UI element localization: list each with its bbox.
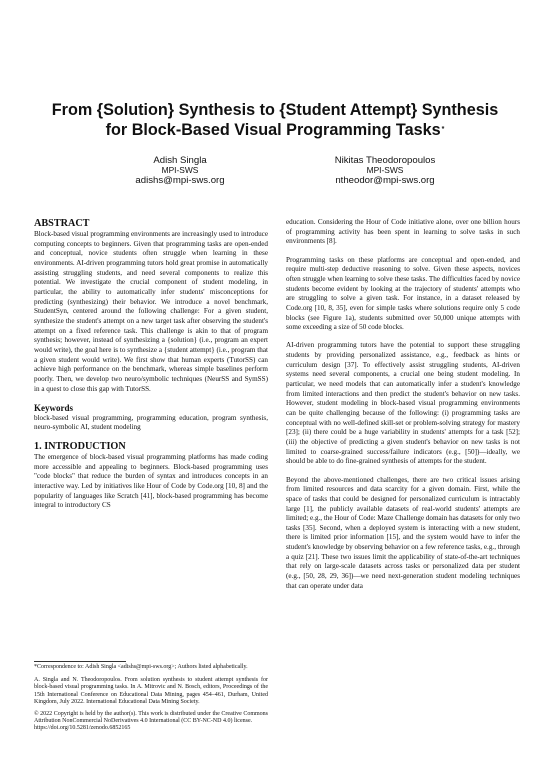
- correspondence-note: *Correspondence to: Adish Singla <adishs@mpi-sws.org>; Authors listed alphabetically.: [34, 664, 248, 670]
- author-block-1: [85, 155, 275, 186]
- footnote-rule: [34, 661, 126, 662]
- author-affiliation: MPI-SWS: [366, 165, 404, 175]
- left-column: [34, 218, 268, 511]
- license-note: © 2022 Copyright is held by the author(s). This work is distributed under the Creative Commons Attribution NonCommercial NoDerivatives 4.0 International (CC BY-NC-ND 4.0) license.: [34, 711, 268, 725]
- abstract-heading: ABSTRACT: [34, 218, 90, 229]
- title-line-1: From {Solution} Synthesis to {Student Attempt} Synthesis: [51, 101, 499, 119]
- author-name: Adish Singla: [153, 155, 207, 166]
- body-paragraph: education. Considering the Hour of Code initiative alone, over one billion hours of programming activity has been spent in learning to solve tasks in such environments [8].: [286, 218, 520, 246]
- author-block-2: [290, 155, 480, 186]
- title-line-2: [30, 120, 520, 140]
- author-email: ntheodor@mpi-sws.org: [335, 175, 435, 186]
- keywords-heading: Keywords: [34, 402, 73, 413]
- author-affiliation: MPI-SWS: [161, 165, 199, 175]
- body-paragraph: AI-driven programming tutors have the potential to support these struggling students by providing personalized assistance, e.g., feedback as hints or curriculum design [37]. To effectively assist struggling students, AI-driven systems need several components, a crucial one being student modeling. In particular, we need models that can automatically infer a student's knowledge from limited interactions and then predict the student's behavior on new tasks. However, student modeling in block-based visual programming environments can be quite challenging because of the following: (i) programming tasks are conceptual with no well-defined skill-set or problem-solving strategy for mastery [23]; (ii) there could be a huge variability in students' attempts for a task [52]; (iii) the objective of predicting a given student's behavior on new tasks is not limited to coarse-grained success/failure indicators (e.g., [50])—ideally, we should be able to do fine-grained synthesis of attempts for the student.: [286, 341, 520, 466]
- body-paragraph: Beyond the above-mentioned challenges, there are two critical issues arising from limited resources and data scarcity for a given domain. First, while the space of tasks that could be designed for personalized curriculum is intractably large [1], the publicly available datasets of real-world students' attempts are limited; e.g., the Hour of Code: Maze Challenge domain has datasets for only two tasks [35]. Second, when a deployed system is interacting with a new student, there is limited prior information [15], and the system would have to infer the student's knowledge by observing behavior on a few reference tasks, e.g., through a quiz [21]. These two issues limit the applicability of state-of-the-art techniques that rely on large-scale datasets across tasks or personalized data per student (e.g., [50, 28, 29, 36])—we need next-generation student modeling techniques that can operate under data: [286, 475, 520, 590]
- paper-title: [30, 100, 520, 140]
- keywords-text: block-based visual programming, programming education, program synthesis, neuro-symbolic AI, student modeling: [34, 413, 268, 432]
- author-email: adishs@mpi-sws.org: [135, 175, 225, 186]
- introduction-heading: 1. INTRODUCTION: [34, 441, 126, 453]
- title-line-2-text: for Block-Based Visual Programming Tasks: [105, 121, 441, 139]
- footnotes: [34, 661, 268, 733]
- introduction-text: The emergence of block-based visual programming platforms has made coding more accessible and appealing to beginners. Block-based programming uses "code blocks" that reduce the burden of syntax and introduces concepts in an interactive way. Led by initiatives like Hour of Code by Code.org [10, 8] and the popularity of languages like Scratch [41], block-based programming has become integral to introductory CS: [34, 453, 268, 510]
- title-footnote-mark: *: [441, 126, 445, 133]
- doi-link[interactable]: https://doi.org/10.5281/zenodo.6852165: [34, 725, 131, 732]
- citation-note: A. Singla and N. Theodoropoulos. From solution synthesis to student attempt synthesis for block-based visual programming tasks. In A. Mitrovic and N. Bosch, editors, Proceedings of the 15th International Conference on Educational Data Mining, pages 454–461, Durham, United Kingdom, July 2022. International Educational Data Mining Society.: [34, 677, 268, 705]
- author-name: Nikitas Theodoropoulos: [334, 155, 436, 166]
- body-paragraph: Programming tasks on these platforms are conceptual and open-ended, and require multi-step deductive reasoning to solve. Given these aspects, novices often struggle when learning to solve these tasks. The difficulties faced by novice students become evident by looking at the trajectory of students' attempts who are struggling to solve a given task. For instance, in a dataset released by Code.org [10, 8, 35], even for simple tasks where solutions require only 5 code blocks (see Figure 1a), students submitted over 50,000 unique attempts with some exceeding a size of 50 code blocks.: [286, 255, 520, 332]
- abstract-text: Block-based visual programming environments are increasingly used to introduce computing concepts to beginners. Given that programming tasks are open-ended and conceptual, novice students often struggle when learning in these environments. AI-driven programming tutors hold great promise in automatically assisting struggling students, and need several components to realize this potential. We investigate the crucial component of student modeling, in particular, the ability to automatically infer students' misconceptions for predicting (synthesizing) their behavior. We introduce a novel benchmark, StudentSyn, centered around the following challenge: For a given student, synthesize the student's attempt on a new target task after observing the student's attempt on a fixed reference task. This challenge is akin to that of program synthesis; however, instead of synthesizing a {solution} (i.e., program an expert would write), the goal here is to synthesize a {student attempt} (i.e., program that a given student would write). We first show that human experts (TutorSS) can achieve high performance on the benchmark, whereas simple baselines perform poorly. Then, we develop two neuro/symbolic techniques (NeurSS and SymSS) in a quest to close this gap with TutorSS.: [34, 230, 268, 393]
- right-column: [286, 218, 520, 591]
